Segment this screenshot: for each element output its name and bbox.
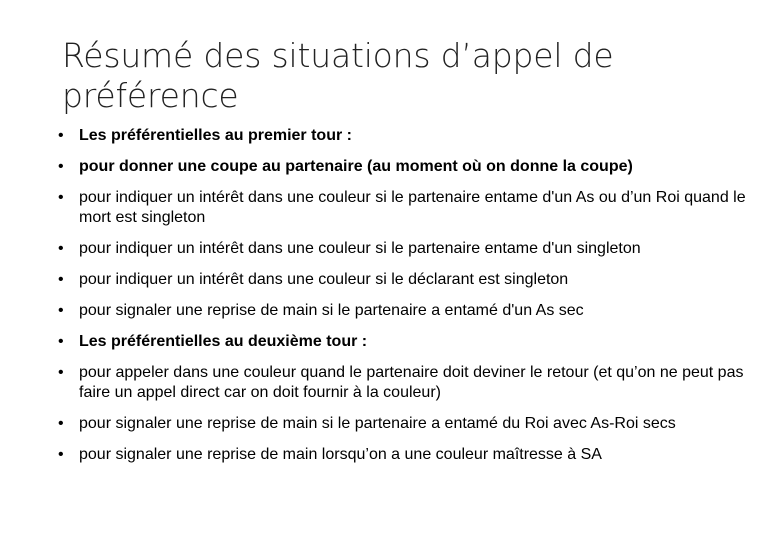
bullet-text: pour indiquer un intérêt dans une couleur si le partenaire entame d'un As ou d’un Roi quand le mort est singleton: [79, 189, 746, 226]
bullet-dot-icon: •: [58, 189, 64, 206]
bullet-dot-icon: •: [58, 127, 64, 144]
bullet-item: [58, 239, 748, 259]
bullet-text: pour indiquer un intérêt dans une couleur si le déclarant est singleton: [79, 271, 569, 288]
bullet-dot-icon: •: [58, 415, 64, 432]
bullet-dot-icon: •: [58, 158, 64, 175]
bullet-item: [58, 301, 748, 321]
bullet-item: [58, 270, 748, 290]
bullet-dot-icon: •: [58, 302, 64, 319]
bullet-list: [58, 126, 748, 476]
bullet-text: pour donner une coupe au partenaire (au moment où on donne la coupe): [79, 158, 633, 175]
bullet-item: [58, 414, 748, 434]
bullet-text: pour signaler une reprise de main si le partenaire a entamé du Roi avec As-Roi secs: [79, 415, 676, 432]
bullet-dot-icon: •: [58, 446, 64, 463]
bullet-text: pour indiquer un intérêt dans une couleur si le partenaire entame d'un singleton: [79, 240, 641, 257]
bullet-item: [58, 188, 748, 228]
bullet-item: [58, 332, 748, 352]
slide-title: Résumé des situations d’appel de préférence: [62, 36, 614, 115]
bullet-item: [58, 363, 748, 403]
bullet-text: pour signaler une reprise de main si le partenaire a entamé d'un As sec: [79, 302, 584, 319]
bullet-item: [58, 126, 748, 146]
bullet-dot-icon: •: [58, 240, 64, 257]
bullet-text: Les préférentielles au deuxième tour :: [79, 333, 368, 350]
bullet-text: pour signaler une reprise de main lorsqu’on a une couleur maîtresse à SA: [79, 446, 602, 463]
bullet-dot-icon: •: [58, 364, 64, 381]
bullet-text: pour appeler dans une couleur quand le partenaire doit deviner le retour (et qu’on ne peut pas faire un appel direct car on doit fournir à la couleur): [79, 364, 744, 401]
bullet-dot-icon: •: [58, 271, 64, 288]
bullet-dot-icon: •: [58, 333, 64, 350]
bullet-text: Les préférentielles au premier tour :: [79, 127, 352, 144]
bullet-item: [58, 157, 748, 177]
bullet-item: [58, 445, 748, 465]
